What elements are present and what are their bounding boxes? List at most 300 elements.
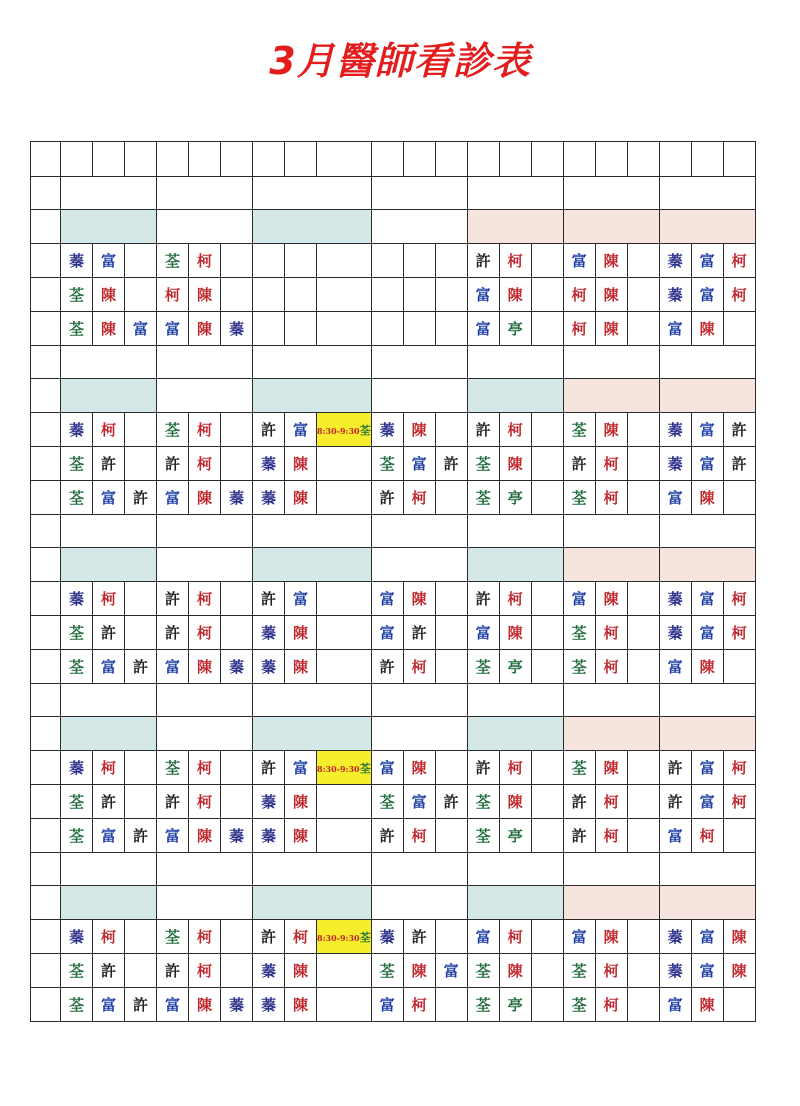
doctor-cell: 陳: [595, 413, 627, 447]
doctor-cell: 許: [723, 413, 755, 447]
slot-label: [31, 481, 61, 515]
doctor-cell: 許: [723, 447, 755, 481]
doctor-cell: 荃: [157, 751, 189, 785]
doctor-cell: 許: [435, 447, 467, 481]
doctor-cell: 許: [93, 447, 125, 481]
special-hours-doctor: 荃: [359, 761, 371, 775]
doctor-cell: [221, 244, 253, 278]
weekday-cell: [61, 717, 157, 751]
doctor-cell: [371, 312, 403, 346]
doctor-cell: [627, 751, 659, 785]
doctor-cell: 蓁: [659, 447, 691, 481]
doctor-cell: 柯: [285, 920, 317, 954]
doctor-cell: [627, 920, 659, 954]
weekday-cell: [659, 210, 755, 244]
doctor-cell: 富: [467, 312, 499, 346]
weekday-row: [31, 886, 756, 920]
doctor-cell: [317, 278, 372, 312]
weekday-row-spacer: [31, 717, 61, 751]
doctor-cell: 許: [659, 785, 691, 819]
doctor-cell: 荃: [371, 954, 403, 988]
doctor-cell: [285, 244, 317, 278]
weekday-cell: [563, 886, 659, 920]
doctor-cell: 富: [691, 954, 723, 988]
doctor-cell: [531, 920, 563, 954]
date-cell: [467, 515, 563, 548]
doctor-cell: 陳: [403, 582, 435, 616]
clinic-header: [61, 142, 93, 177]
slot-row: [31, 920, 756, 954]
doctor-cell: 富: [93, 244, 125, 278]
doctor-cell: 陳: [403, 954, 435, 988]
slot-row: [31, 988, 756, 1022]
doctor-cell: 蓁: [253, 988, 285, 1022]
doctor-cell: 陳: [723, 954, 755, 988]
doctor-cell: 富: [435, 954, 467, 988]
doctor-cell: 柯: [595, 785, 627, 819]
doctor-cell: 荃: [467, 819, 499, 853]
doctor-cell: [531, 616, 563, 650]
date-cell: [253, 346, 372, 379]
page-title: 3月醫師看診表: [269, 39, 531, 83]
clinic-header: [285, 142, 317, 177]
doctor-cell: 柯: [499, 751, 531, 785]
clinic-header: [435, 142, 467, 177]
doctor-cell: 富: [659, 650, 691, 684]
doctor-cell: 柯: [93, 413, 125, 447]
clinic-header: [531, 142, 563, 177]
doctor-cell: [531, 447, 563, 481]
date-cell: [371, 346, 467, 379]
date-row: [31, 177, 756, 210]
doctor-cell: [627, 481, 659, 515]
clinic-header: [253, 142, 285, 177]
doctor-cell: 陳: [691, 312, 723, 346]
weekday-cell: [157, 210, 253, 244]
weekday-cell: [659, 379, 755, 413]
date-cell: [563, 684, 659, 717]
weekday-cell: [659, 886, 755, 920]
doctor-cell: 陳: [499, 278, 531, 312]
date-cell: [61, 177, 157, 210]
doctor-cell: 荃: [467, 481, 499, 515]
doctor-cell: 富: [659, 312, 691, 346]
weekday-cell: [157, 717, 253, 751]
doctor-cell: 富: [691, 413, 723, 447]
doctor-cell: 許: [371, 481, 403, 515]
weekday-row-spacer: [31, 548, 61, 582]
doctor-cell: [531, 278, 563, 312]
doctor-cell: 許: [125, 819, 157, 853]
doctor-cell: 柯: [157, 278, 189, 312]
doctor-cell: 蓁: [221, 650, 253, 684]
doctor-cell: [435, 278, 467, 312]
doctor-cell: 許: [659, 751, 691, 785]
doctor-cell: 許: [467, 413, 499, 447]
doctor-cell: 荃: [157, 413, 189, 447]
doctor-cell: 荃: [61, 447, 93, 481]
doctor-cell: 許: [253, 582, 285, 616]
clinic-header: [659, 142, 691, 177]
doctor-cell: 柯: [595, 481, 627, 515]
doctor-cell: 蓁: [371, 920, 403, 954]
doctor-cell: 陳: [595, 920, 627, 954]
date-cell: [157, 177, 253, 210]
date-cell: [61, 684, 157, 717]
doctor-cell: [435, 819, 467, 853]
doctor-cell: [627, 278, 659, 312]
doctor-cell: 柯: [563, 278, 595, 312]
doctor-cell: 柯: [189, 954, 221, 988]
date-cell: [61, 515, 157, 548]
doctor-cell: 柯: [189, 447, 221, 481]
doctor-cell: [435, 312, 467, 346]
doctor-cell: 蓁: [61, 920, 93, 954]
date-cell: [563, 853, 659, 886]
doctor-cell: 許: [563, 819, 595, 853]
doctor-cell: 富: [371, 582, 403, 616]
date-row-spacer: [31, 515, 61, 548]
doctor-cell: 柯: [723, 244, 755, 278]
date-cell: [659, 346, 755, 379]
doctor-cell: 蓁: [659, 954, 691, 988]
doctor-cell: [435, 650, 467, 684]
date-cell: [157, 515, 253, 548]
clinic-header: [499, 142, 531, 177]
doctor-cell: 荃: [61, 278, 93, 312]
weekday-cell: [157, 379, 253, 413]
doctor-cell: [627, 582, 659, 616]
doctor-cell: 亭: [499, 988, 531, 1022]
doctor-cell: 陳: [499, 785, 531, 819]
slot-label: [31, 954, 61, 988]
doctor-cell: 陳: [595, 751, 627, 785]
doctor-cell: [317, 447, 372, 481]
doctor-cell: [435, 616, 467, 650]
weekday-cell: [253, 717, 372, 751]
doctor-cell: 柯: [723, 582, 755, 616]
doctor-cell: 富: [691, 582, 723, 616]
slot-row: [31, 481, 756, 515]
doctor-cell: [317, 988, 372, 1022]
date-cell: [659, 853, 755, 886]
doctor-cell: 陳: [285, 988, 317, 1022]
doctor-cell: [627, 650, 659, 684]
doctor-cell: [125, 954, 157, 988]
doctor-cell: [627, 447, 659, 481]
doctor-cell: 陳: [285, 785, 317, 819]
doctor-cell: [221, 413, 253, 447]
doctor-cell: 柯: [189, 920, 221, 954]
doctor-cell: 荃: [61, 785, 93, 819]
doctor-cell: [531, 312, 563, 346]
doctor-cell: [531, 582, 563, 616]
doctor-cell: 許: [371, 819, 403, 853]
special-hours-time: 8:30-9:30: [317, 932, 360, 943]
doctor-cell: 陳: [691, 988, 723, 1022]
doctor-cell: 許: [93, 785, 125, 819]
doctor-cell: 蓁: [659, 413, 691, 447]
doctor-cell: [221, 278, 253, 312]
doctor-cell: 富: [659, 481, 691, 515]
doctor-cell: 柯: [189, 244, 221, 278]
doctor-cell: 許: [125, 650, 157, 684]
doctor-cell: [531, 244, 563, 278]
doctor-cell: 荃: [563, 481, 595, 515]
doctor-cell: 荃: [371, 447, 403, 481]
doctor-cell: 許: [435, 785, 467, 819]
doctor-cell: [371, 244, 403, 278]
header-row: [31, 142, 756, 177]
doctor-cell: 蓁: [659, 920, 691, 954]
doctor-cell: 富: [659, 819, 691, 853]
date-cell: [253, 177, 372, 210]
date-cell: [157, 853, 253, 886]
clinic-header: [125, 142, 157, 177]
doctor-cell: 富: [563, 582, 595, 616]
weekday-cell: [371, 379, 467, 413]
doctor-cell: [317, 312, 372, 346]
doctor-cell: 柯: [595, 616, 627, 650]
clinic-header: [189, 142, 221, 177]
doctor-cell: [317, 616, 372, 650]
doctor-cell: [317, 481, 372, 515]
doctor-cell: 富: [691, 447, 723, 481]
doctor-cell: [221, 751, 253, 785]
doctor-cell: [285, 278, 317, 312]
date-row-spacer: [31, 853, 61, 886]
doctor-cell: 許: [157, 447, 189, 481]
doctor-cell: [125, 244, 157, 278]
doctor-cell: [371, 278, 403, 312]
doctor-cell: [317, 244, 372, 278]
date-cell: [157, 346, 253, 379]
date-cell: [467, 346, 563, 379]
doctor-cell: 富: [157, 312, 189, 346]
doctor-cell: 柯: [189, 616, 221, 650]
doctor-cell: 柯: [403, 819, 435, 853]
date-cell: [563, 515, 659, 548]
doctor-cell: 柯: [189, 751, 221, 785]
doctor-cell: 荃: [61, 954, 93, 988]
doctor-cell: 陳: [285, 954, 317, 988]
weekday-cell: [659, 717, 755, 751]
doctor-cell: 柯: [499, 244, 531, 278]
doctor-cell: 富: [285, 751, 317, 785]
doctor-cell: [531, 413, 563, 447]
slot-label: [31, 988, 61, 1022]
doctor-cell: [253, 312, 285, 346]
doctor-cell: 許: [403, 616, 435, 650]
doctor-cell: 富: [403, 785, 435, 819]
doctor-cell: 陳: [403, 413, 435, 447]
clinic-header: [403, 142, 435, 177]
doctor-cell: [403, 244, 435, 278]
doctor-cell: 許: [371, 650, 403, 684]
doctor-cell: 許: [403, 920, 435, 954]
date-cell: [61, 853, 157, 886]
doctor-cell: [221, 954, 253, 988]
doctor-cell: 富: [93, 650, 125, 684]
doctor-cell: 陳: [93, 278, 125, 312]
doctor-cell: 富: [563, 920, 595, 954]
doctor-cell: 富: [93, 988, 125, 1022]
doctor-cell: [627, 244, 659, 278]
date-cell: [467, 684, 563, 717]
doctor-cell: 許: [125, 481, 157, 515]
doctor-cell: [317, 785, 372, 819]
doctor-cell: 荃: [61, 650, 93, 684]
clinic-header: [467, 142, 499, 177]
date-cell: [563, 177, 659, 210]
doctor-cell: 荃: [61, 481, 93, 515]
doctor-cell: 荃: [563, 751, 595, 785]
weekday-cell: [371, 717, 467, 751]
doctor-cell: 柯: [499, 413, 531, 447]
weekday-cell: [61, 886, 157, 920]
slot-label: [31, 447, 61, 481]
slot-row: [31, 447, 756, 481]
doctor-cell: 陳: [499, 447, 531, 481]
slot-label: [31, 785, 61, 819]
slot-label: [31, 751, 61, 785]
doctor-cell: 富: [691, 244, 723, 278]
doctor-cell: 陳: [189, 988, 221, 1022]
doctor-cell: 柯: [723, 751, 755, 785]
doctor-cell: 蓁: [253, 954, 285, 988]
date-cell: [253, 853, 372, 886]
doctor-cell: [531, 751, 563, 785]
doctor-cell: [531, 954, 563, 988]
doctor-cell: 富: [563, 244, 595, 278]
weekday-cell: [61, 379, 157, 413]
doctor-cell: [221, 447, 253, 481]
doctor-cell: [627, 616, 659, 650]
weekday-cell: [563, 717, 659, 751]
slot-label: [31, 819, 61, 853]
doctor-cell: [723, 481, 755, 515]
doctor-cell: 富: [157, 819, 189, 853]
doctor-cell: 柯: [93, 920, 125, 954]
doctor-cell: 富: [285, 413, 317, 447]
doctor-cell: [317, 650, 372, 684]
doctor-cell: 蓁: [253, 616, 285, 650]
doctor-cell: 蓁: [253, 650, 285, 684]
doctor-cell: 柯: [723, 785, 755, 819]
date-cell: [563, 346, 659, 379]
doctor-cell: 富: [371, 988, 403, 1022]
doctor-cell: 陳: [499, 954, 531, 988]
special-hours-note: [317, 413, 372, 447]
weekday-row: [31, 210, 756, 244]
doctor-cell: [723, 312, 755, 346]
doctor-cell: 荃: [157, 920, 189, 954]
doctor-cell: 陳: [691, 481, 723, 515]
doctor-cell: 富: [157, 481, 189, 515]
doctor-cell: 富: [467, 278, 499, 312]
doctor-cell: 富: [371, 616, 403, 650]
doctor-cell: [627, 413, 659, 447]
clinic-header: [317, 142, 372, 177]
doctor-cell: 蓁: [221, 312, 253, 346]
date-cell: [371, 515, 467, 548]
doctor-cell: [125, 616, 157, 650]
special-hours-doctor: 荃: [359, 423, 371, 437]
doctor-cell: [125, 785, 157, 819]
date-cell: [61, 346, 157, 379]
clinic-header: [595, 142, 627, 177]
doctor-cell: [723, 988, 755, 1022]
slot-label: [31, 278, 61, 312]
weekday-cell: [563, 379, 659, 413]
weekday-cell: [371, 210, 467, 244]
doctor-cell: [627, 988, 659, 1022]
doctor-cell: [435, 481, 467, 515]
doctor-cell: [531, 650, 563, 684]
weekday-row: [31, 379, 756, 413]
doctor-cell: 許: [157, 785, 189, 819]
slot-row: [31, 954, 756, 988]
doctor-cell: 荃: [563, 954, 595, 988]
doctor-cell: 蓁: [659, 582, 691, 616]
date-cell: [659, 684, 755, 717]
doctor-cell: 柯: [723, 278, 755, 312]
doctor-cell: [435, 920, 467, 954]
clinic-header: [371, 142, 403, 177]
doctor-cell: 蓁: [253, 785, 285, 819]
date-row: [31, 515, 756, 548]
weekday-row-spacer: [31, 379, 61, 413]
doctor-cell: 亭: [499, 650, 531, 684]
doctor-cell: [125, 582, 157, 616]
doctor-cell: 柯: [499, 920, 531, 954]
doctor-cell: 陳: [189, 278, 221, 312]
doctor-cell: 荃: [563, 413, 595, 447]
doctor-cell: 荃: [157, 244, 189, 278]
doctor-cell: 許: [563, 447, 595, 481]
clinic-header: [157, 142, 189, 177]
doctor-cell: 蓁: [61, 582, 93, 616]
doctor-cell: 許: [253, 751, 285, 785]
doctor-cell: [627, 312, 659, 346]
date-cell: [659, 177, 755, 210]
doctor-cell: 柯: [189, 582, 221, 616]
slot-label: [31, 312, 61, 346]
doctor-cell: 陳: [691, 650, 723, 684]
doctor-cell: 亭: [499, 481, 531, 515]
doctor-cell: 柯: [595, 650, 627, 684]
doctor-cell: 柯: [723, 616, 755, 650]
weekday-cell: [61, 548, 157, 582]
doctor-cell: 許: [157, 954, 189, 988]
date-cell: [371, 177, 467, 210]
weekday-cell: [467, 210, 563, 244]
weekday-cell: [563, 548, 659, 582]
doctor-cell: 富: [93, 481, 125, 515]
doctor-cell: [317, 819, 372, 853]
doctor-cell: [403, 278, 435, 312]
doctor-cell: 荃: [61, 616, 93, 650]
doctor-cell: [285, 312, 317, 346]
doctor-cell: [403, 312, 435, 346]
date-cell: [371, 853, 467, 886]
date-row: [31, 346, 756, 379]
date-cell: [253, 515, 372, 548]
doctor-cell: 荃: [467, 650, 499, 684]
weekday-cell: [157, 886, 253, 920]
doctor-cell: 富: [285, 582, 317, 616]
weekday-cell: [563, 210, 659, 244]
